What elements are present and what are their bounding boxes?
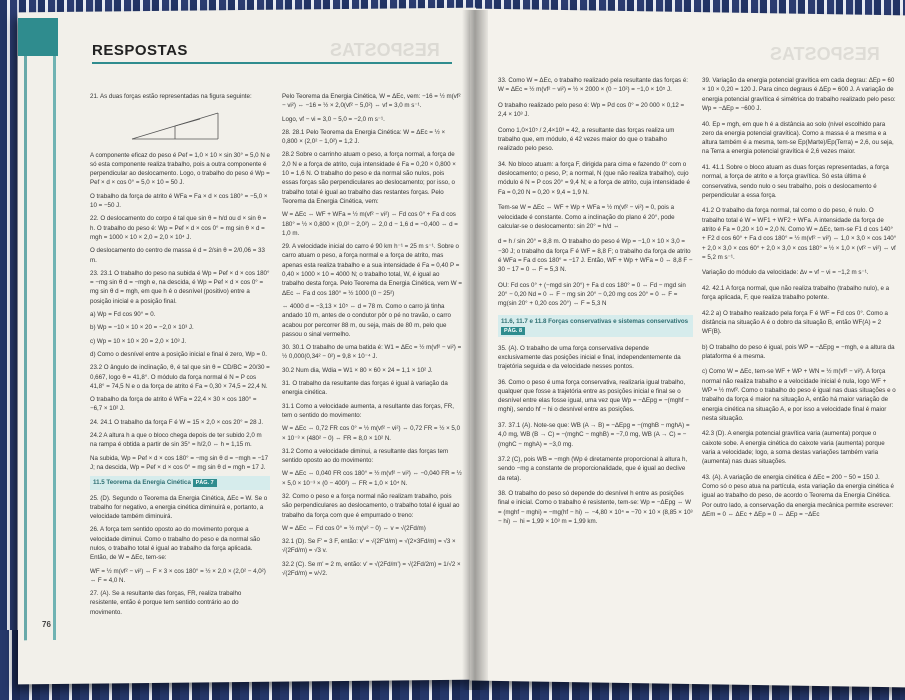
answer-paragraph: O deslocamento do centro de massa é d = 2/sin θ = 2/0,06 = 33 m.	[90, 247, 265, 264]
answer-paragraph: 29. A velocidade inicial do carro é 90 km h⁻¹ = 25 m s⁻¹. Sobre o carro atuam o peso, a força normal e a força de atrito, mas apenas esta realiza trabalho e a sua intensidade é Fa = 0,40 P = 0,40 × 1000 × 10 = 4000 N; o trabalho total, W, é igual ao trabalho desta força. Pelo Teorema da Energia Cinética, vem W = ΔEc ⇔ Fa d cos 180° = ½ 1000 (0 − 25²)	[282, 243, 462, 297]
answer-paragraph: 42.3 (D). A energia potencial gravítica varia (aumenta) porque o caixote sobe. A energia cinética do caixote varia (aumenta) porque varia a velocidade; logo, a soma destas variações também varia (aumenta) nas duas situações.	[702, 430, 885, 466]
answer-paragraph: b) Wp = −10 × 10 × 20 = −2,0 × 10³ J.	[90, 324, 194, 332]
answer-paragraph: Tem-se W = ΔEc ⇔ WF + Wp + WFa = ½ m(vf² − vi²) = 0, pois a velocidade é constante. Como a inclinação do plano é 20°, pode calcular-se o deslocamento: sin 20° = h/d ⇔	[498, 204, 675, 230]
answer-paragraph: d) Como o desnível entre a posição inicial e final é zero, Wp = 0.	[90, 350, 267, 358]
answer-paragraph: 28. 28.1 Pelo Teorema da Energia Cinética: W = ΔEc = ½ × 0,800 × (2,0² − 1,0²) = 1,2 J.	[282, 128, 446, 146]
answer-paragraph: 32.2 (C). Se m' = 2 m, então: v' = √(2Fd/m') = √(2Fd/2m) = 1/√2 × √(2Fd/m) = v/√2.	[282, 560, 461, 578]
section-label: 11.5 Teorema da Energia Cinética	[93, 479, 193, 487]
answer-paragraph: W = ΔEc ⇔ Fd cos 0° = ½ m(v² − 0) ⇔ v = √(2Fd/m)	[282, 524, 426, 532]
left-column-2	[282, 92, 462, 582]
answer-paragraph: O trabalho da força de atrito é WFa = 22,4 × 30 × cos 180° = −6,7 × 10² J.	[90, 396, 257, 413]
incline-diagram	[130, 107, 220, 143]
answer-paragraph: OU: Fd cos 0° + (−mgd sin 20°) + Fa d cos 180° = 0 ⇔ Fd − mgd sin 20° − 0,20 Nd = 0 ⇔ F − mg sin 20° − 0,20 mg cos 20° = 0 ⇔ F = mg(sin 20° + 0,20 cos 20°) ⇔ F = 5,3 N	[498, 281, 686, 308]
answer-paragraph: 36. Como o peso é uma força conservativa, realizaria igual trabalho, qualquer que fosse a trajetória entre as posições inicial e final se o desnível entre elas fosse igual, uma vez que Wp = −ΔEpg = −(mghf − mghi), sendo hf − hi o desnível entre as posições.	[498, 378, 689, 414]
answer-paragraph: O trabalho da força de atrito é WFa = Fa × d × cos 180° = −5,0 × 10 = −50 J.	[90, 192, 268, 210]
answer-paragraph: 33. Como W = ΔEc, o trabalho realizado pela resultante das forças é: W = ΔEc = ½ m(vf² − vi²) = ½ × 2000 × (0 − 10²) = −1,0 × 10⁵ J.	[498, 77, 689, 94]
answer-paragraph: 25. (D). Segundo o Teorema da Energia Cinética, ΔEc = W. Se o trabalho for negativo, a energia cinética diminuirá e, portanto, a velocidade também diminuirá.	[90, 494, 268, 521]
answer-paragraph: 42.2 a) O trabalho realizado pela força F é WF = Fd cos 0°. Como a distância na situação A é o dobro da situação B, então WF(A) = 2 WF(B).	[702, 309, 888, 336]
answer-paragraph: 35. (A). O trabalho de uma força conservativa depende exclusivamente das posições inicial e final, independentemente da trajetória seguida e da velocidade nesses pontos.	[498, 344, 681, 371]
answer-paragraph: Variação do módulo da velocidade: Δv = vf − vi = −1,2 m s⁻¹.	[702, 269, 869, 277]
left-page-content	[70, 22, 465, 662]
answer-paragraph: 31.1 Como a velocidade aumenta, a resultante das forças, FR, tem o sentido do movimento:	[282, 402, 454, 419]
answer-paragraph: 38. O trabalho do peso só depende do desnível h entre as posições final e inicial. Como o trabalho é resistente, tem-se: Wp = −ΔEpg ⇔ W = (mghf − mghi) = −mg(hf − hi) ⇔ −4,80 × 10⁴ = −70 × 10 × (8,85 × 10³ − hi) ⇔ hi = 1,99 × 10³ m = 1,99 km.	[498, 490, 693, 526]
answer-paragraph: 42. 42.1 A força normal, que não realiza trabalho (trabalho nulo), e a força aplicada, F, que realiza trabalho potente.	[702, 284, 890, 302]
answer-paragraph: 39. Variação da energia potencial gravítica em cada degrau: ΔEp = 60 × 10 × 0,20 = 120 J. Para cinco degraus é ΔEp = 600 J. A variação de energia potencial gravítica é simétrica do trabalho realizado pelo peso: Wp = −ΔEp = −600 J.	[702, 77, 896, 113]
answer-paragraph: 24.2 A altura h a que o bloco chega depois de ter subido 2,0 m na rampa é obtida a partir de sin 35° = h/2,0 ⇔ h = 1,15 m.	[90, 432, 262, 449]
answer-paragraph: 37.2 (C), pois WB = −mgh (Wp é diretamente proporcional à altura h, sendo −mg a constante de proporcionalidade, que é igual ao declive da reta).	[498, 456, 688, 482]
answer-paragraph: 37. 37.1 (A). Note-se que: WB (A → B) = −ΔEpg = −(mghB − mghA) = 4,0 mg, WB (B → C) = −(mghC − mghB) = −7,0 mg, WB (A → C) = −(mghC − mghA) = −3,0 mg.	[498, 421, 690, 448]
right-page-content	[492, 30, 902, 670]
answer-paragraph: 32. Como o peso e a força normal não realizam trabalho, pois são perpendiculares ao deslocamento, o trabalho total é igual ao trabalho da força com que é empurrado o treno:	[282, 492, 460, 519]
answer-paragraph: c) Wp = 10 × 10 × 20 = 2,0 × 10³ J.	[90, 337, 187, 345]
book-gutter	[462, 10, 488, 690]
right-column-1	[498, 70, 693, 533]
answer-paragraph: b) O trabalho do peso é igual, pois WP = −ΔEpg = −mgh, e a altura da plataforma é a mesma.	[702, 343, 895, 360]
answer-paragraph: c) Como W = ΔEc, tem-se WF + WP + WN = ½ m(vf² − vi²). A força normal não realiza trabalho e a velocidade inicial é nula, logo WF + WP = ½ mvf². Como o trabalho do peso é igual nas duas situações e o trabalho da força é maior na situação A, então há maior variação de energia cinética na situação A, e por isso a velocidade final é maior nesta situação.	[702, 368, 896, 422]
answer-paragraph: WF = ½ m(vf² − vi²) ⇔ F × 3 × cos 180° = ½ × 2,0 × (2,0² − 4,0²) ⇔ F = 4,0 N.	[90, 567, 266, 584]
answer-paragraph: 21. As duas forças estão representadas na figura seguinte:	[90, 93, 252, 100]
answer-paragraph: 23. 23.1 O trabalho do peso na subida é Wp = Pef × d × cos 180° = −mg sin θ d = −mgh e, na descida, é Wp = Pef × d × cos 0° = mg sin θ d = mgh, em que h é o desnível (positivo) entre a posição inicial e a posição final.	[90, 269, 270, 305]
answer-paragraph: 41. 41.1 Sobre o bloco atuam as duas forças representadas, a força normal, a força de atrito e a força gravítica. Só esta última é conservativa, sendo nulo o seu trabalho, pois o deslocamento é perpendicular a essa força.	[702, 163, 889, 199]
show-through-title: RESPOSTAS	[330, 40, 440, 60]
answer-paragraph: 24. 24.1 O trabalho da força F é W = 15 × 2,0 × cos 20° = 28 J.	[90, 418, 264, 426]
answer-paragraph: O trabalho realizado pelo peso é: Wp = Pd cos 0° = 20 000 × 0,12 = 2,4 × 10³ J.	[498, 101, 685, 119]
answer-paragraph: Pelo Teorema da Energia Cinética, W = ΔEc, vem: −16 = ½ m(vf² − vi²) ⇔ −16 = ½ × 2,0(vf² − 5,0²) ⇔ vf = 3,0 m s⁻¹.	[282, 93, 461, 110]
answer-paragraph: Na subida, Wp = Pef × d × cos 180° = −mg sin θ d = −mgh = −17 J; na descida, Wp = Pef × d × cos 0° = mg sin θ d = mgh = 17 J.	[90, 454, 269, 471]
answer-paragraph: ⇔ 4000 d = −3,13 × 10⁵ ⇔ d = 78 m. Como o carro já tinha andado 10 m, antes de o condutor pôr o pé no travão, o carro acabou por percorrer 88 m, ou seja, mais de 80 m, pelo que passou o sinal vermelho.	[282, 302, 451, 338]
section-page-tag: PÁG. 7	[193, 479, 217, 487]
answer-paragraph: 30. 30.1 O trabalho de uma batida é: W1 = ΔEc = ½ m(vf² − vi²) = ½ 0,000(0,34² − 0²) = 9,8 × 10⁻⁴ J.	[282, 344, 462, 361]
answer-paragraph: 40. Ep = mgh, em que h é a distância ao solo (nível escolhido para zero da energia potencial gravítica). Como a massa é a mesma e a altura também é a mesma, tem-se Ep(Marte)/Ep(Terra) = 2,6, ou seja, na Terra a energia potencial gravítica é 2,6 vezes maior.	[702, 120, 894, 156]
section-label: 11.6, 11.7 e 11.8 Forças conservativas e sistemas conservativos	[501, 317, 689, 325]
answer-paragraph: W = ΔEc ⇔ 0,72 FR cos 0° = ½ m(vf² − vi²) ⇔ 0,72 FR = ½ × 5,0 × 10⁻³ × (480² − 0) ⇔ FR = 8,0 × 10² N.	[282, 425, 461, 442]
answer-paragraph: 34. No bloco atuam: a força F, dirigida para cima e fazendo 0° com o deslocamento; o peso, P; a normal, N (que não realiza trabalho), cujo módulo é N = P cos 20° = 9,4 N; e a força de atrito, cuja intensidade é Fa = 0,20 N = 0,20 × 9,4 = 1,9 N.	[498, 160, 690, 196]
left-column-1	[90, 92, 270, 621]
answer-paragraph: 30.2 Num dia, Wdia = W1 × 80 × 60 × 24 = 1,1 × 10² J.	[282, 366, 433, 374]
answer-paragraph: Logo, vf − vi = 3,0 − 5,0 = −2,0 m s⁻¹.	[282, 115, 385, 123]
header-accent-bar	[18, 18, 58, 56]
answer-paragraph: 27. (A). Se a resultante das forças, FR, realiza trabalho resistente, então é porque tem sentido contrário ao do movimento.	[90, 590, 242, 616]
answer-paragraph: 28.2 Sobre o carrinho atuam o peso, a força normal, a força de 2,0 N e a força de atrito, cuja intensidade é Fa = 0,20 × 0,800 × 10 = 1,6 N. O trabalho do peso e da normal são nulos, pois essas forças são perpendiculares ao deslocamento; por isso, o trabalho total é igual ao trabalho das restantes forças. Pelo Teorema da Energia Cinética, vem:	[282, 151, 456, 205]
page-title: RESPOSTAS	[92, 42, 188, 59]
section-heading	[498, 315, 693, 338]
answer-paragraph: 32.1 (D). Se F' = 3 F, então: v' = √(2F'd/m) = √(2×3Fd/m) = √3 × √(2Fd/m) = √3 v.	[282, 538, 456, 555]
answer-paragraph: 31. O trabalho da resultante das forças é igual à variação da energia cinética.	[282, 380, 448, 397]
answer-paragraph: 43. (A). A variação de energia cinética é ΔEc = 200 − 50 = 150 J. Como só o peso atua na partícula, esta variação da energia cinética é igual ao trabalho do peso, de acordo o Teorema da Energia Cinética. Por outro lado, a conservação da energia mecânica permite escrever: ΔEm = 0 ⇔ ΔEc + ΔEp = 0 ⇔ ΔEp = −ΔEc	[702, 473, 894, 518]
answer-paragraph: W = ΔEc ⇔ 0,040 FR cos 180° = ½ m(vf² − vi²) ⇔ −0,040 FR = ½ × 5,0 × 10⁻³ × (0 − 400²) ⇔ FR = 1,0 × 10⁴ N.	[282, 470, 462, 487]
page-number: 76	[42, 620, 51, 629]
answer-paragraph: 22. O deslocamento do corpo é tal que sin θ = h/d ou d × sin θ = h. O trabalho do peso é: Wp = Pef × d × cos 0° = mg sin θ × d = mgh = 1000 × 10 × 2,0 = 2,0 × 10⁴ J.	[90, 215, 267, 241]
answer-paragraph: Como 1,0×10⁵ / 2,4×10³ = 42, a resultante das forças realiza um trabalho que, em módulo, é 42 vezes maior do que o trabalho realizado pelo peso.	[498, 126, 675, 153]
answer-paragraph: W = ΔEc ⇔ WF + WFa = ½ m(vf² − vi²) ⇔ Fd cos 0° + Fa d cos 180° = ½ × 0,800 × (0,0² − 2,0²) ⇔ 2,0 d − 1,6 d = −0,400 ⇔ d = 1,0 m.	[282, 211, 458, 237]
answer-paragraph: 23.2 O ângulo de inclinação, θ, é tal que sin θ = CD/BC = 20/30 = 0,667, logo θ = 41,8°. O módulo da força normal é N = P cos 41,8° = 74,5 N e o da força de atrito é Fa = 0,30 × 74,5 = 22,4 N.	[90, 364, 270, 390]
answer-paragraph: d = h / sin 20° = 8,8 m. O trabalho do peso é Wp = −1,0 × 10 × 3,0 = −30 J; o trabalho da força F é WF = 8,8 F; o trabalho da força de atrito é WFa = Fa d cos 180° = −17 J. Então, WF + Wp + WFa = 0 ⇔ 8,8 F − 30 − 17 = 0 ⇔ F = 5,3 N.	[498, 238, 693, 274]
section-heading	[90, 476, 270, 489]
answer-paragraph: 26. A força tem sentido oposto ao do movimento porque a velocidade diminui. Como o trabalho do peso e da normal são nulos, o trabalho total é igual ao trabalho da força aplicada. Então, de W = ΔEc, tem-se:	[90, 526, 260, 562]
answer-paragraph: a) Wp = Fd cos 90° = 0.	[90, 311, 156, 319]
answer-paragraph: A componente eficaz do peso é Pef = 1,0 × 10 × sin 30° = 5,0 N e só esta componente realiza trabalho, pois a outra componente é perpendicular ao deslocamento. Logo, o trabalho do peso é Wp = Pef × d × cos 0° = 5,0 × 10 = 50 J.	[90, 151, 270, 187]
answer-paragraph: 31.2 Como a velocidade diminui, a resultante das forças tem sentido oposto ao do movimento:	[282, 447, 449, 465]
show-through-title-right: RESPOSTAS	[770, 44, 880, 64]
answer-paragraph: 41.2 O trabalho da força normal, tal como o do peso, é nulo. O trabalho total é W = WF1 + WF2 + WFa. A intensidade da força de atrito é Fa = 0,20 × 10 = 2,0 N. Como W = ΔEc, tem-se F1 d cos 140° + F2 d cos 60° + Fa d cos 180° = ½ m(vf² − vi²) ⇔ 1,0 × 3,0 × cos 140° + 2,0 × 3,0 × cos 60° + 2,0 × 3,0 × cos 180° = ½ × 1,0 × (vf² − vi²) ⇔ vf = 5,2 m s⁻¹.	[702, 207, 897, 261]
section-page-tag: PÁG. 8	[501, 327, 525, 335]
right-column-2	[702, 70, 897, 525]
